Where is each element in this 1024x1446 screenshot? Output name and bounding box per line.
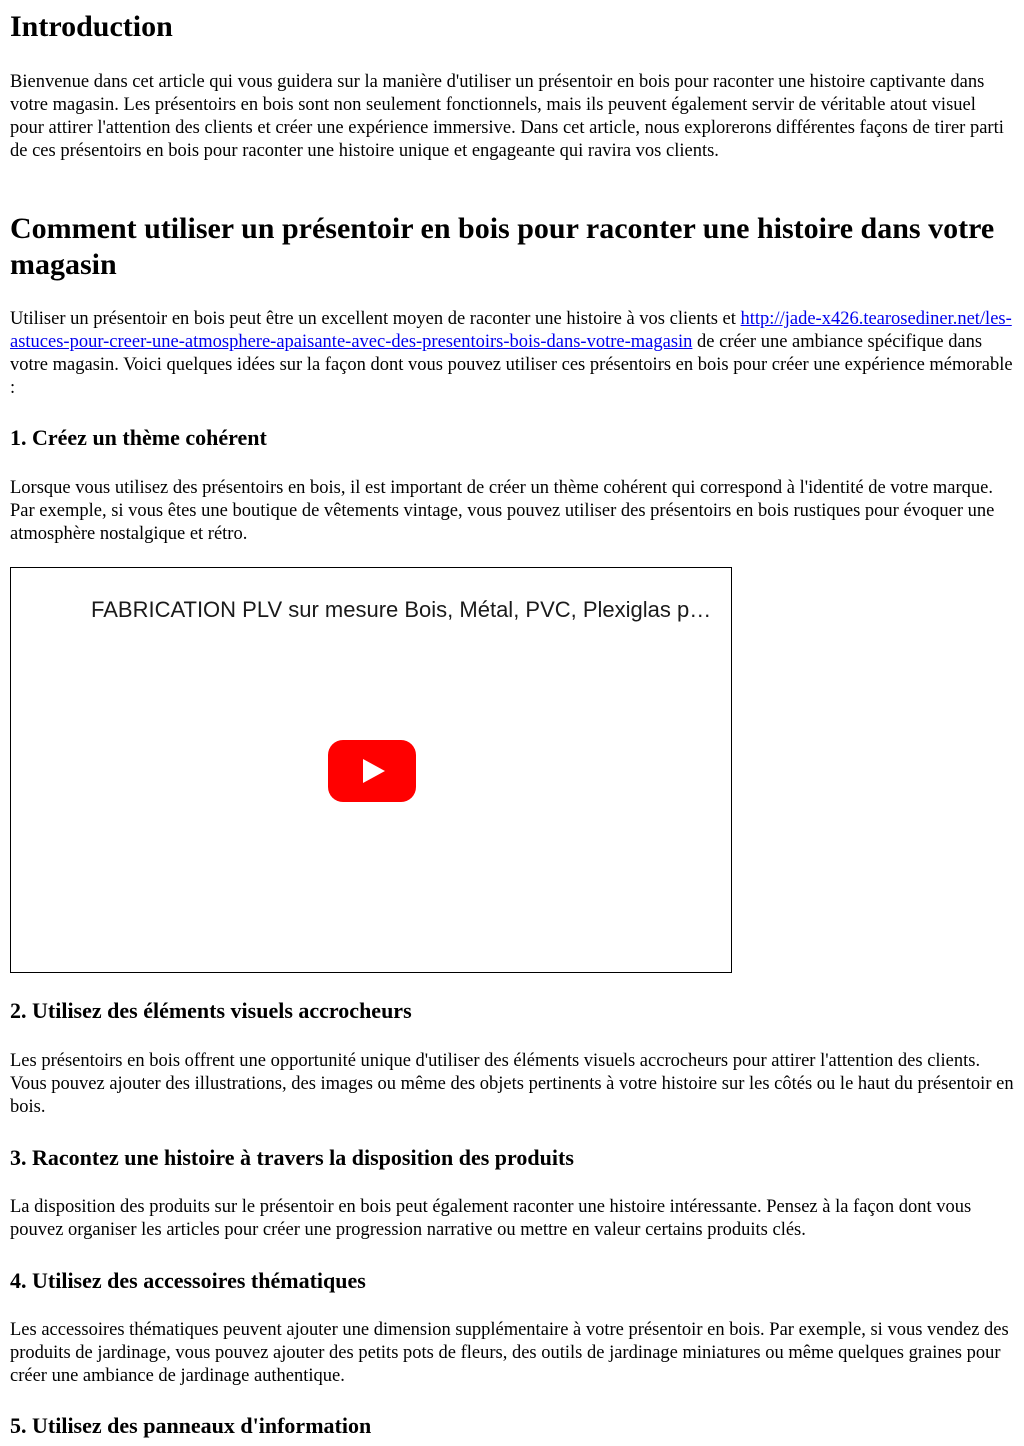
- section-3-heading: 3. Racontez une histoire à travers la disposition des produits: [10, 1145, 574, 1170]
- intro-paragraph: Bienvenue dans cet article qui vous guidera sur la manière d'utiliser un présentoir en bois pour raconter une histoire captivante dans votre magasin. Les présentoirs en bois sont non seulement fonctionnels, mais ils peuvent également servir de véritable atout visuel pour attirer l'attention des clients et créer une expérience immersive. Dans cet article, nous explorerons différentes façons de tirer parti de ces présentoirs en bois pour raconter une histoire unique et engageante qui ravira vos clients.: [10, 72, 1004, 161]
- section-1-heading: 1. Créez un thème cohérent: [10, 425, 267, 450]
- section-4-paragraph: Les accessoires thématiques peuvent ajouter une dimension supplémentaire à votre présentoir en bois. Par exemple, si vous vendez des produits de jardinage, vous pouvez ajouter des petits pots de fleurs, des outils de jardinage miniatures ou même quelques graines pour créer une ambiance de jardinage authentique.: [10, 1320, 1009, 1386]
- play-button-graphic: [328, 740, 416, 802]
- intro-heading: Introduction: [10, 10, 173, 43]
- youtube-play-icon[interactable]: [328, 740, 416, 802]
- video-title[interactable]: FABRICATION PLV sur mesure Bois, Métal, PVC, Plexiglas p…: [91, 597, 712, 622]
- main-heading: Comment utiliser un présentoir en bois pour raconter une histoire dans votre magasin: [10, 212, 995, 281]
- main-paragraph-text-start: Utiliser un présentoir en bois peut être un excellent moyen de raconter une histoire à vos clients et: [10, 309, 741, 329]
- section-3-paragraph: La disposition des produits sur le présentoir en bois peut également raconter une histoire intéressante. Pensez à la façon dont vous pouvez organiser les articles pour créer une progression narrative ou mettre en valeur certains produits clés.: [10, 1197, 972, 1240]
- video-embed[interactable]: [10, 567, 732, 973]
- section-1-paragraph: Lorsque vous utilisez des présentoirs en bois, il est important de créer un thème cohérent qui correspond à l'identité de votre marque. Par exemple, si vous êtes une boutique de vêtements vintage, vous pouvez utiliser des présentoirs en bois rustiques pour évoquer une atmosphère nostalgique et rétro.: [10, 478, 995, 544]
- article-link[interactable]: http://jade-x426.tearosediner.net/les-astuces-pour-creer-une-atmosphere-apaisante-avec-des-presentoirs-bois-dans-votre-magasin: [10, 309, 1012, 352]
- section-4-heading: 4. Utilisez des accessoires thématiques: [10, 1268, 366, 1293]
- section-5-heading: 5. Utilisez des panneaux d'information: [10, 1413, 372, 1438]
- main-paragraph-text-end: de créer une ambiance spécifique dans votre magasin. Voici quelques idées sur la façon dont vous pouvez utiliser ces présentoirs en bois pour créer une expérience mémorable :: [10, 332, 1013, 398]
- main-paragraph: [10, 308, 1014, 400]
- section-2-paragraph: Les présentoirs en bois offrent une opportunité unique d'utiliser des éléments visuels accrocheurs pour attirer l'attention des clients. Vous pouvez ajouter des illustrations, des images ou même des objets pertinents à votre histoire sur les côtés ou le haut du présentoir en bois.: [10, 1051, 1014, 1117]
- section-2-heading: 2. Utilisez des éléments visuels accrocheurs: [10, 998, 412, 1023]
